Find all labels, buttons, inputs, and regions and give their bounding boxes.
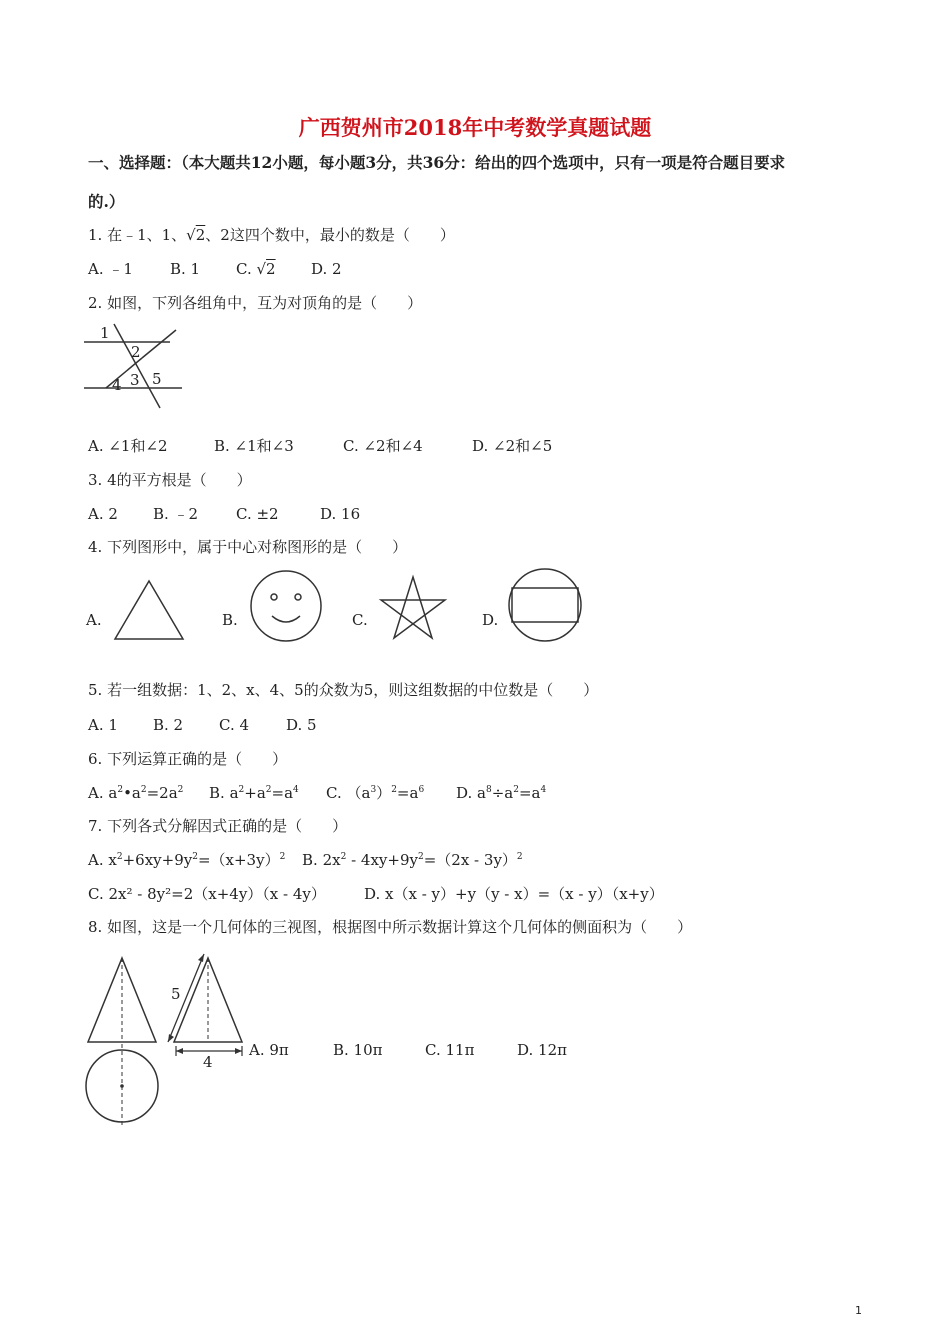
q3-option-b: B. ﹣2 [153,505,199,523]
q8-option-d: D. 12π [517,1041,567,1059]
q2-option-c: C. ∠2和∠4 [343,437,423,455]
q1-stem-a: 1. 在﹣1、1、 [88,226,187,244]
q6-option-d-label: D. [456,784,478,802]
q7-option-b-expr: $2x^2 - 4xy+9y^2=(2x - 3y)^2$ [322,851,523,869]
q5-option-c: C. 4 [219,716,250,734]
q2-label-1: 1 [100,324,110,342]
q3-option-c: C. ±2 [236,505,279,523]
page-title: 广西贺州市2018年中考数学真题试题 [298,115,652,140]
q2-label-2: 2 [131,343,141,361]
smiley-face-shape [248,568,324,644]
q6-option-c [326,783,424,803]
q1-option-c-prefix: C. [236,260,257,278]
triangle-shape [112,578,186,642]
question-3: 3. 4的平方根是（ ） [88,471,252,489]
q8-slant-label: 5 [171,985,181,1003]
star-shape [378,574,448,642]
q1-option-d: D. 2 [311,260,342,278]
q7-option-b [302,850,523,870]
section-heading-cont: 的.） [88,192,125,211]
q1-option-c-radical: 2 [266,260,276,278]
arrow-head-icon [176,1048,183,1054]
q7-option-b-label: B. [302,851,323,869]
q6-option-b-label: B. [209,784,230,802]
center-point [120,1084,124,1088]
q7-option-a-label: A. [88,851,109,869]
sqrt-symbol: √ [186,226,196,244]
question-5: 5. 若一组数据：1、2、x、4、5的众数为5，则这组数据的中位数是（ ） [88,681,599,699]
q7-option-a [88,850,285,870]
question-1 [88,225,455,245]
q3-option-d: D. 16 [320,505,361,523]
q5-option-a: A. 1 [88,716,118,734]
q2-angle-figure [84,322,184,412]
q2-label-5: 5 [152,370,162,388]
q1-option-b: B. 1 [170,260,201,278]
q1-radical: 2 [195,226,206,244]
q5-option-d: D. 5 [286,716,317,734]
page-number: 1 [855,1304,862,1317]
q7-option-d: D. x（x - y）+y（y - x）=（x - y）（x+y） [364,885,664,903]
arrow-head-icon [198,954,204,962]
q7-option-c: C. 2x² - 8y²=2（x+4y）（x - 4y） [88,885,326,903]
question-8: 8. 如图，这是一个几何体的三视图，根据图中所示数据计算这个几何体的侧面积为（ ） [88,918,693,936]
q2-label-3: 3 [130,371,140,389]
q6-option-d-expr: $a^8\div a^2=a^4$ [477,784,547,802]
sqrt-symbol: √ [256,260,267,278]
q4-option-a-label: A. [86,611,102,629]
q6-option-c-label: C. [326,784,347,802]
q1-stem-b: 、2这四个数中，最小的数是（ ） [205,226,455,244]
q2-option-a: A. ∠1和∠2 [88,437,168,455]
q8-option-b: B. 10π [333,1041,383,1059]
q6-option-d [456,783,546,803]
q6-option-a-expr: $a^2•a^2=2a^2$ [108,784,184,802]
oblique-line-ext [142,330,176,358]
circle-rectangle-shape [506,566,584,644]
q6-option-b [209,783,299,803]
q7-option-a-expr: $x^2+6xy+9y^2=(x+3y)^2$ [108,851,286,869]
q4-option-b-label: B. [222,611,238,629]
q5-option-b: B. 2 [153,716,184,734]
q8-option-a: A. 9π [249,1041,289,1059]
question-4: 4. 下列图形中，属于中心对称图形的是（ ） [88,538,408,556]
q4-option-d-label: D. [482,611,499,629]
q1-option-c [236,259,276,279]
three-view-figure [84,950,252,1130]
q6-option-a-label: A. [88,784,109,802]
q2-option-d: D. ∠2和∠5 [472,437,553,455]
q8-base-label: 4 [203,1053,213,1071]
q3-option-a: A. 2 [88,505,118,523]
question-6: 6. 下列运算正确的是（ ） [88,750,288,768]
arrow-head-icon [235,1048,242,1054]
q6-option-b-expr: $a^2+a^2=a^4$ [229,784,299,802]
q8-option-c: C. 11π [425,1041,475,1059]
q1-option-a: A. ﹣1 [88,260,133,278]
q2-option-b: B. ∠1和∠3 [214,437,294,455]
question-7: 7. 下列各式分解因式正确的是（ ） [88,817,348,835]
q6-option-a [88,783,183,803]
q2-label-4: 4 [112,376,122,394]
question-2: 2. 如图，下列各组角中，互为对顶角的是（ ） [88,294,423,312]
q4-option-c-label: C. [352,611,368,629]
section-heading: 一、选择题：（本大题共12小题，每小题3分，共36分：给出的四个选项中，只有一项是符合题目要求 [88,153,786,172]
transversal-line [114,324,160,408]
q6-option-c-expr: $(a^3)^2=a^6$ [346,784,425,802]
